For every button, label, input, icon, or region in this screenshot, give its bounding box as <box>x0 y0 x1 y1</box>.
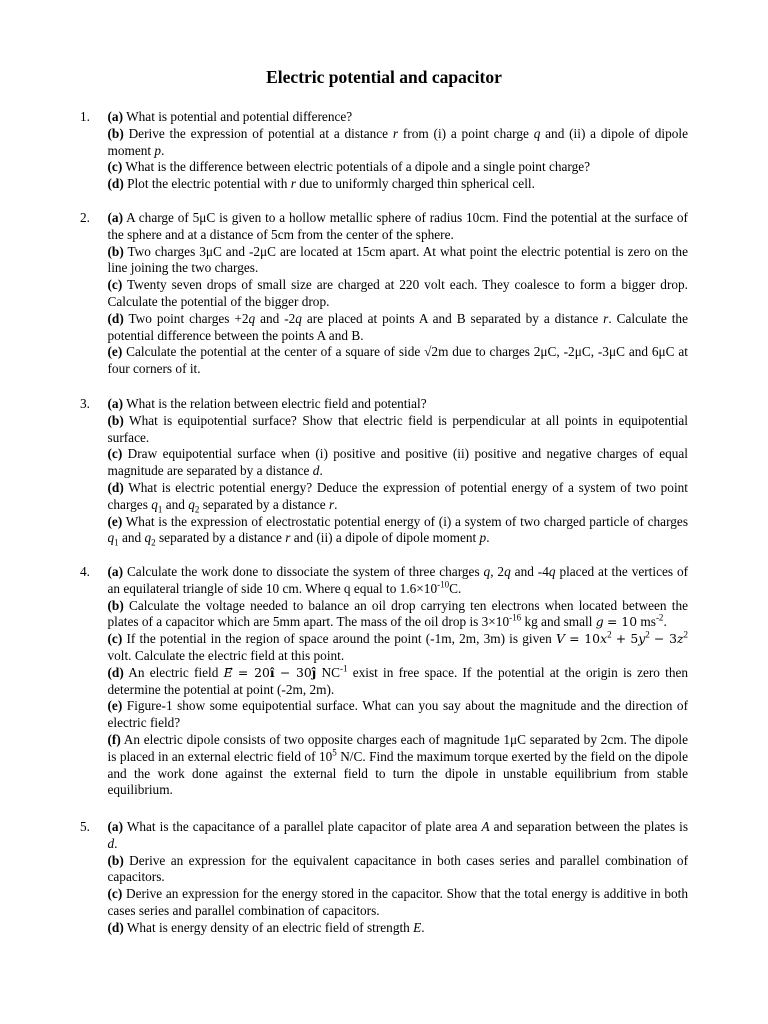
question-number: 3. <box>80 396 90 411</box>
question-2a: (a) A charge of 5μC is given to a hollow metallic sphere of radius 10cm. Find the potential at the surface of the sphere and at a distance of 5cm from the center of the sphere. <box>107 210 688 242</box>
question-2e: (e) Calculate the potential at the center of a square of side √2m due to charges 2μC, -2μC, -3μC and 6μC at four corners of it. <box>107 344 688 377</box>
question-4d: (d) An electric field E = 20î − 30ĵ $NC^{-1}$ exist in free space. If the potential at the origin is zero then determine the potential at point (-2m, 2m). <box>107 663 689 697</box>
question-5 <box>80 819 688 937</box>
question-2 <box>80 210 688 378</box>
question-1 <box>80 109 688 193</box>
question-3b: (b) What is equipotential surface? Show that electric field is perpendicular at all points in equipotential surface. <box>107 412 688 445</box>
question-4f: (f) An electric dipole consists of two opposite charges each of magnitude 1μC separated by 2cm. The dipole is placed in an external electric field of $10^5$ N/C. Find the maximum torque exerted by the field on the dipole and the work done against the external field to turn the dipole in unstable equilibrium from stable equilibrium. <box>107 731 688 798</box>
question-2d: (d) Two point charges +2q and -2q are placed at points A and B separated by a distance r. Calculate the potential difference between the points A and B. <box>107 310 688 343</box>
question-4c: (c) If the potential in the region of space around the point (-1m, 2m, 3m) is given $V = 10x^2 + 5y^2 - 3z^2$ volt. Calculate the electric field at this point. <box>107 629 688 663</box>
question-3d: (d) What is electric potential energy? Deduce the expression of potential energy of a system of two point charges $q_1$ and $q_2$ separated by a distance r. <box>107 479 688 515</box>
question-1d: (d) Plot the electric potential with r due to uniformly charged thin spherical cell. <box>107 176 535 192</box>
question-2c: (c) Twenty seven drops of small size are charged at 220 volt each. They coalesce to form a bigger drop. Calculate the potential of the bigger drop. <box>107 277 688 309</box>
question-4 <box>80 564 688 799</box>
question-number: 5. <box>80 819 90 834</box>
question-1b: (b) Derive the expression of potential at a distance r from (i) a point charge q and (ii) a dipole of dipole moment p. <box>107 125 689 158</box>
question-1a: (a) What is potential and potential difference? <box>107 109 353 124</box>
question-number: 4. <box>80 564 90 579</box>
question-4b: (b) Calculate the voltage needed to balance an oil drop carrying ten electrons when located between the plates of a capacitor which are 5mm apart. The mass of the oil drop is $3\times 10^{-16}$ kg and small g = 10 $ms^{-2}$. <box>107 597 689 630</box>
question-3e: (e) What is the expression of electrostatic potential energy of (i) a system of two charged particle of charges $q_1$ and $q_2$ separated by a distance r and (ii) a dipole of dipole moment p. <box>107 513 688 549</box>
question-5a: (a) What is the capacitance of a parallel plate capacitor of plate area A and separation between the plates is d. <box>107 819 689 851</box>
page-title: Electric potential and capacitor <box>266 67 502 87</box>
question-number: 2. <box>80 210 90 225</box>
question-1c: (c) What is the difference between electric potentials of a dipole and a single point charge? <box>107 159 591 175</box>
question-3a: (a) What is the relation between electric field and potential? <box>107 396 427 411</box>
question-5c: (c) Derive an expression for the energy stored in the capacitor. Show that the total energy is additive in both cases series and parallel combination of capacitors. <box>107 886 688 918</box>
question-5b: (b) Derive an expression for the equivalent capacitance in both cases series and parallel combination of capacitors. <box>107 852 688 885</box>
question-4a: (a) Calculate the work done to dissociate the system of three charges q, 2q and -4q placed at the vertices of an equilateral triangle of side 10 cm. Where q equal to $1.6\times 10^{-10}C$. <box>107 564 689 596</box>
question-3c: (c) Draw equipotential surface when (i) positive and positive (ii) positive and negative charges of equal magnitude are separated by a distance d. <box>107 446 688 479</box>
question-5d: (d) What is energy density of an electric field of strength E. <box>107 919 425 935</box>
question-3 <box>80 396 688 547</box>
question-2b: (b) Two charges 3μC and -2μC are located at 15cm apart. At what point the electric potential is zero on the line joining the two charges. <box>107 243 688 276</box>
question-4e: (e) Figure-1 show some equipotential surface. What can you say about the magnitude and the direction of electric field? <box>107 698 689 731</box>
question-number: 1. <box>80 109 90 124</box>
